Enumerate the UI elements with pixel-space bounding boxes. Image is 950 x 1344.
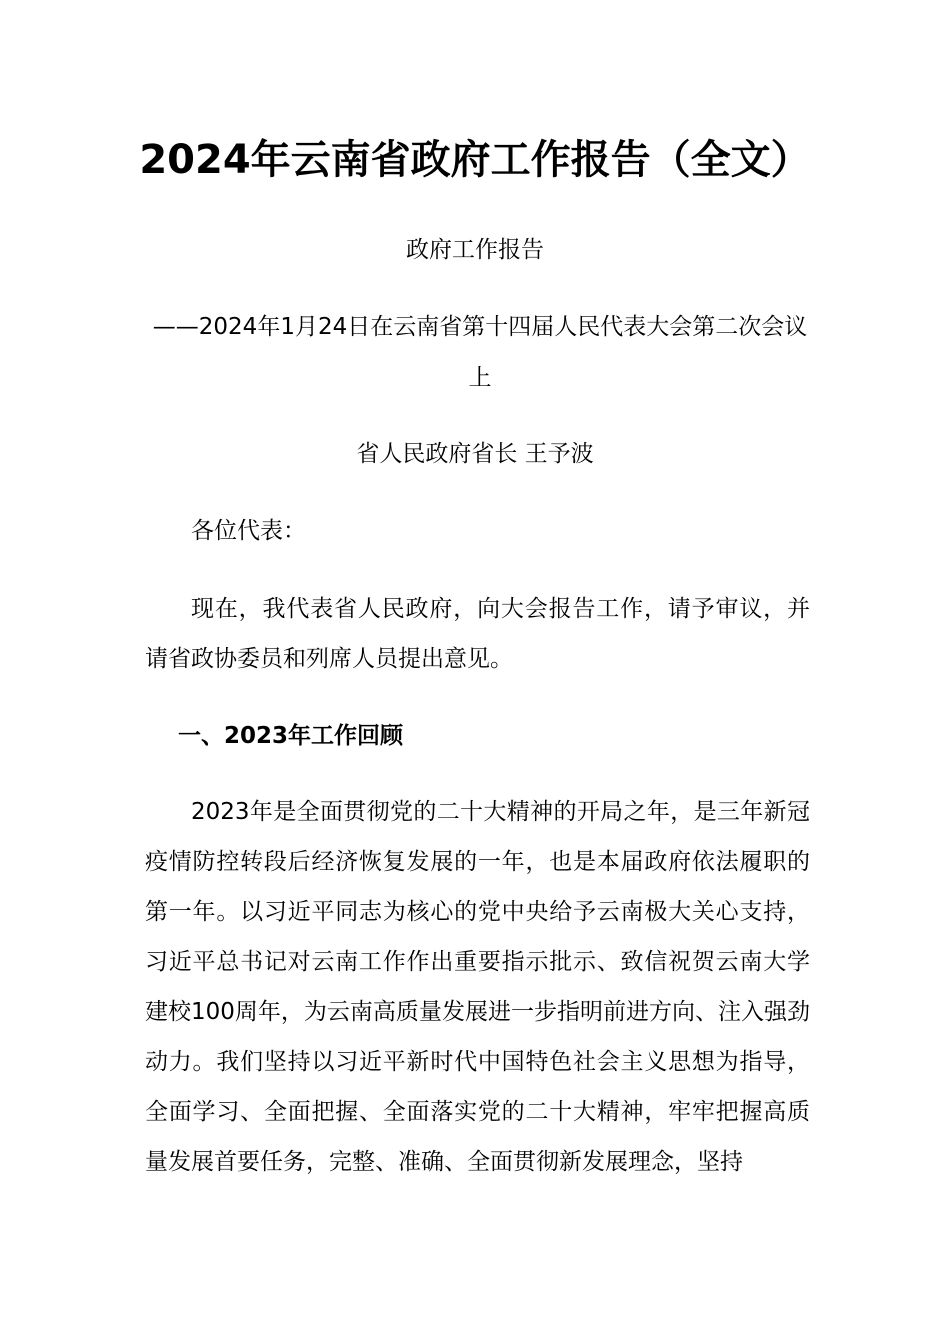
section-heading: 一、2023年工作回顾 — [178, 723, 404, 749]
intro-paragraph: 现在，我代表省人民政府，向大会报告工作，请予审议，并请省政协委员和列席人员提出意见。 — [145, 596, 810, 672]
document-title: 2024年云南省政府工作报告（全文） — [139, 137, 811, 183]
body-paragraph: 2023年是全面贯彻党的二十大精神的开局之年，是三年新冠疫情防控转段后经济恢复发展的一年，也是本届政府依法履职的第一年。以习近平同志为核心的党中央给予云南极大关心支持，习近平总书记对云南工作作出重要指示批示、致信祝贺云南大学建校100周年，为云南高质量发展进一步指明前进方向、注入强劲动力。我们坚持以习近平新时代中国特色社会主义思想为指导，全面学习、全面把握、全面落实党的二十大精神，牢牢把握高质量发展首要任务，完整、准确、全面贯彻新发展理念，坚持 — [145, 799, 810, 1175]
report-dateline: ——2024年1月24日在云南省第十四届人民代表大会第二次会议上 — [152, 314, 808, 391]
report-author: 省人民政府省长 王予波 — [356, 441, 594, 467]
report-subtitle: 政府工作报告 — [406, 237, 544, 263]
salutation: 各位代表： — [191, 518, 306, 544]
